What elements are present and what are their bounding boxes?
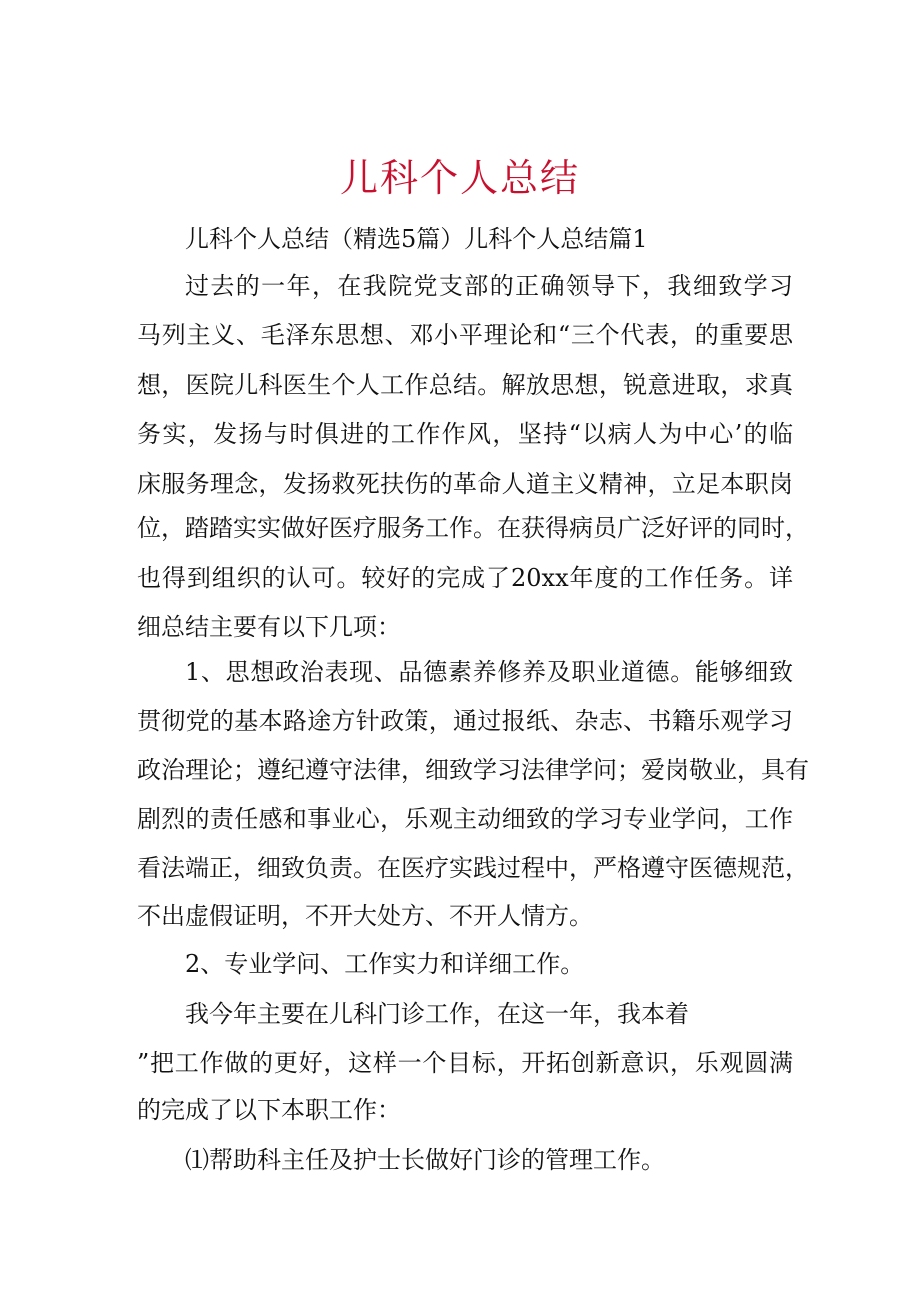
document-title: 儿科个人总结 bbox=[339, 156, 580, 200]
paragraph-line: 床服务理念，发扬救死扶伤的革命人道主义精神，立足本职岗 bbox=[137, 470, 793, 498]
paragraph-line: 的完成了以下本职工作： bbox=[137, 1096, 401, 1124]
paragraph-line: 想，医院儿科医生个人工作总结。解放思想，锐意进取，求真 bbox=[137, 371, 793, 399]
paragraph-line: 不出虚假证明，不开大处方、不开人情方。 bbox=[137, 902, 593, 930]
list-item: ⑴帮助科主任及护士长做好门诊的管理工作。 bbox=[185, 1146, 665, 1174]
paragraph-line: 政治理论；遵纪遵守法律，细致学习法律学问；爱岗敬业，具有 bbox=[137, 756, 809, 784]
paragraph-line: 1、思想政治表现、品德素养修养及职业道德。能够细致 bbox=[185, 658, 793, 686]
document-subtitle: 儿科个人总结（精选5篇）儿科个人总结篇1 bbox=[185, 225, 648, 253]
paragraph-line: 剧烈的责任感和事业心，乐观主动细致的学习专业学问，工作 bbox=[137, 805, 793, 833]
paragraph-line: 看法端正，细致负责。在医疗实践过程中，严格遵守医德规范， bbox=[137, 854, 809, 882]
paragraph-line: 位，踏踏实实做好医疗服务工作。在获得病员广泛好评的同时， bbox=[137, 514, 809, 542]
paragraph-line: 也得到组织的认可。较好的完成了20xx年度的工作任务。详 bbox=[137, 564, 793, 592]
section-heading: 2、专业学问、工作实力和详细工作。 bbox=[185, 950, 585, 978]
paragraph-line: 我今年主要在儿科门诊工作，在这一年，我本着 bbox=[185, 1000, 689, 1028]
paragraph-line: ”把工作做的更好，这样一个目标，开拓创新意识，乐观圆满 bbox=[137, 1049, 793, 1077]
paragraph-line: 务实，发扬与时俱进的工作作风，坚持“以病人为中心’的临 bbox=[137, 420, 793, 448]
paragraph-line: 过去的一年，在我院党支部的正确领导下，我细致学习 bbox=[185, 272, 793, 300]
paragraph-line: 贯彻党的基本路途方针政策，通过报纸、杂志、书籍乐观学习 bbox=[137, 707, 793, 735]
paragraph-line: 马列主义、毛泽东思想、邓小平理论和“三个代表，的重要思 bbox=[137, 321, 793, 349]
paragraph-line: 细总结主要有以下几项： bbox=[137, 613, 401, 641]
